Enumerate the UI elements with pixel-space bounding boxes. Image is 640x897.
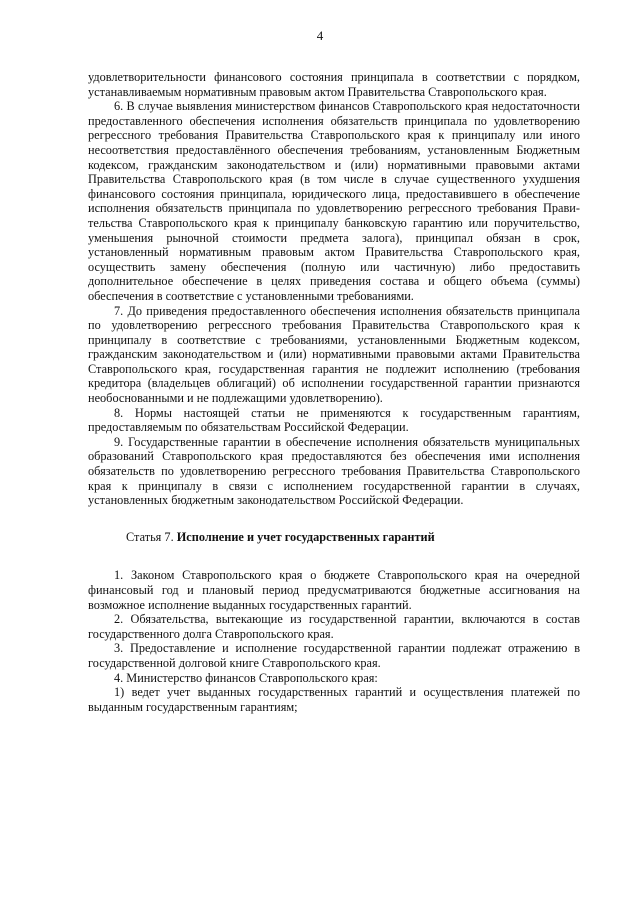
article-label: Статья 7.	[126, 529, 174, 544]
paragraph: 1) ведет учет выданных государственных гарантий и осуществления платежей по выданным государственным гарантиям;	[88, 685, 580, 714]
paragraph: 4. Министерство финансов Ставропольского края:	[114, 670, 378, 685]
paragraph: удовлетворительности финансового состояния принципала в соответствии с порядком, устанавливаемым нормативным правовым актом Правительства Ставропольского края.	[88, 70, 580, 99]
paragraph: 6. В случае выявления министерством финансов Ставропольского края недостаточности предоставленного обеспечения исполнения обязательств принципала по удовлетворению регрессного требования Правительства Ставропольского края к принципалу или иного несоответствия предоставлённого обеспечения требованиям, установленным Бюджетным кодексом, гражданским законодательством и (или) нормативными правовыми актами Правительства Ставропольского края (в том числе в случае существенного ухудшения финансового состояния принципала, юридического лица, предоставившего в обеспечение исполнения обязательств принципала по удовлетворению регрессного требования Правительства Ставропольского края к принципалу банковскую гарантию или поручительство, уменьшения рыночной стоимости предмета залога), принципал обязан в срок, установленный нормативным правовым актом Правительства Ставропольского края, осуществить замену обеспечения (полную или частичную) либо предоставить дополнительное обеспечение в целях приведения состава и общего объема (суммы) обеспечения в соответствие с установленными требованиями.	[88, 99, 580, 303]
document-body	[88, 70, 580, 714]
paragraph: 8. Нормы настоящей статьи не применяются к государственным гарантиям, предоставляемым по обязательствам Российской Федерации.	[88, 405, 580, 435]
paragraph: 2. Обязательства, вытекающие из государственной гарантии, включаются в состав государственного долга Ставропольского края.	[88, 612, 580, 641]
article-7-body	[88, 568, 580, 714]
article-title: Исполнение и учет государственных гарантий	[176, 529, 435, 544]
paragraph: 3. Предоставление и исполнение государственной гарантии подлежат отражению в государственной долговой книге Ставропольского края.	[88, 641, 580, 670]
paragraph: 1. Законом Ставропольского края о бюджете Ставропольского края на очередной финансовый год и плановый период предусматриваются бюджетные ассигнования на возможное исполнение выданных государственных гарантий.	[88, 568, 580, 612]
paragraph: 7. До приведения предоставленного обеспечения исполнения обязательств принципала по удовлетворению регрессного требования Правительства Ставропольского края к принципалу в соответствие с требованиями, установленными Бюджетным кодексом, гражданским законодательством и (или) нормативными правовыми актами Правительства Ставропольского края, государственная гарантия не подлежит исполнению (требования кредитора (владельцев облигаций) об исполнении государственной гарантии признаются необоснованными и не подлежащими удовлетворению).	[88, 303, 580, 406]
page-number: 4	[316, 28, 324, 43]
article-6-continuation	[88, 70, 580, 508]
article-heading	[88, 530, 580, 545]
paragraph: 9. Государственные гарантии в обеспечение исполнения обязательств муниципальных образований Ставропольского края предоставляются без обеспечения ими исполнения обязательств по удовлетворению регрессного требования Правительства Ставропольского края к принципалу в связи с исполнением государственной гарантии в случаях, установленных бюджетным законодательством Российской Федерации.	[88, 434, 580, 508]
